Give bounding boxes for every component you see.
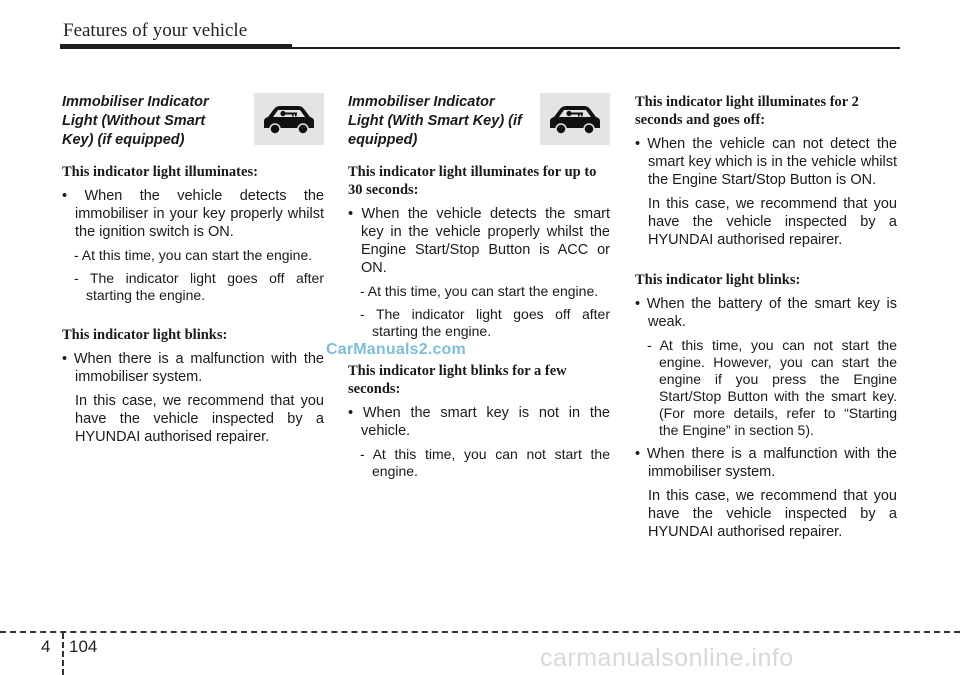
footer-divider: [62, 633, 64, 675]
column-smart-key-continued: [635, 93, 897, 547]
footer-watermark: carmanualsonline.info: [540, 644, 794, 672]
illuminates-heading: This indicator light illuminates for 2 seconds and goes off:: [635, 94, 859, 128]
dash-item: - At this time, you can start the engine.: [360, 283, 599, 299]
car-key-icon-svg: [260, 103, 318, 135]
bullet-item: • When the vehicle detects the smart key in the vehicle properly whilst the Engine Start/Stop Button is ACC or ON.: [348, 206, 610, 276]
blinks-heading: This indicator light blinks for a few seconds:: [348, 363, 567, 397]
illuminates-heading: This indicator light illuminates for up to 30 seconds:: [348, 164, 597, 198]
bullet-item: • When the vehicle detects the immobiliser in your key properly whilst the ignition switch is ON.: [62, 188, 324, 240]
section-header: [62, 93, 324, 151]
bullet-item: • When the smart key is not in the vehicle.: [348, 405, 610, 439]
bullet-item: • When the vehicle can not detect the smart key which is in the vehicle whilst the Engine Start/Stop Button is ON.: [635, 136, 897, 188]
dash-item: - At this time, you can not start the engine. However, you can start the engine if you press the Engine Start/Stop Button with the smart key. (For more details, refer to “Starting the Engine” in section 5).: [647, 337, 897, 438]
header-rule: [292, 47, 900, 49]
car-key-icon-svg: [546, 103, 604, 135]
dash-item: - At this time, you can not start the engine.: [360, 446, 610, 479]
blinks-heading: This indicator light blinks:: [635, 272, 801, 288]
recommendation-text: In this case, we recommend that you have the vehicle inspected by a HYUNDAI authorised repairer.: [75, 393, 324, 445]
section-title: Immobiliser Indicator Light (Without Smart Key) (if equipped): [62, 94, 209, 148]
watermark-text: CarManuals2.com: [326, 341, 466, 358]
bullet-item: • When there is a malfunction with the immobiliser system.: [635, 446, 897, 480]
car-key-icon: [540, 93, 610, 145]
section-header: [348, 93, 610, 151]
blinks-heading: This indicator light blinks:: [62, 327, 228, 343]
bullet-item: • When there is a malfunction with the immobiliser system.: [62, 351, 324, 385]
footer-rule: [0, 631, 960, 633]
recommendation-text: In this case, we recommend that you have the vehicle inspected by a HYUNDAI authorised repairer.: [648, 196, 897, 248]
recommendation-text: In this case, we recommend that you have the vehicle inspected by a HYUNDAI authorised repairer.: [648, 488, 897, 540]
dash-item: - The indicator light goes off after starting the engine.: [74, 270, 324, 303]
header-bar: [60, 44, 292, 49]
car-key-icon: [254, 93, 324, 145]
illuminates-heading: This indicator light illuminates:: [62, 164, 258, 180]
dash-item: - The indicator light goes off after starting the engine.: [360, 306, 610, 339]
chapter-number: 4: [41, 637, 51, 656]
page-number: 104: [69, 637, 98, 656]
bullet-item: • When the battery of the smart key is weak.: [635, 296, 897, 330]
header-title: Features of your vehicle: [63, 20, 248, 41]
dash-item: - At this time, you can start the engine.: [74, 247, 313, 263]
column-without-smart-key: [62, 93, 324, 452]
column-with-smart-key: [348, 93, 610, 486]
section-title: Immobiliser Indicator Light (With Smart Key) (if equipped): [348, 94, 522, 148]
